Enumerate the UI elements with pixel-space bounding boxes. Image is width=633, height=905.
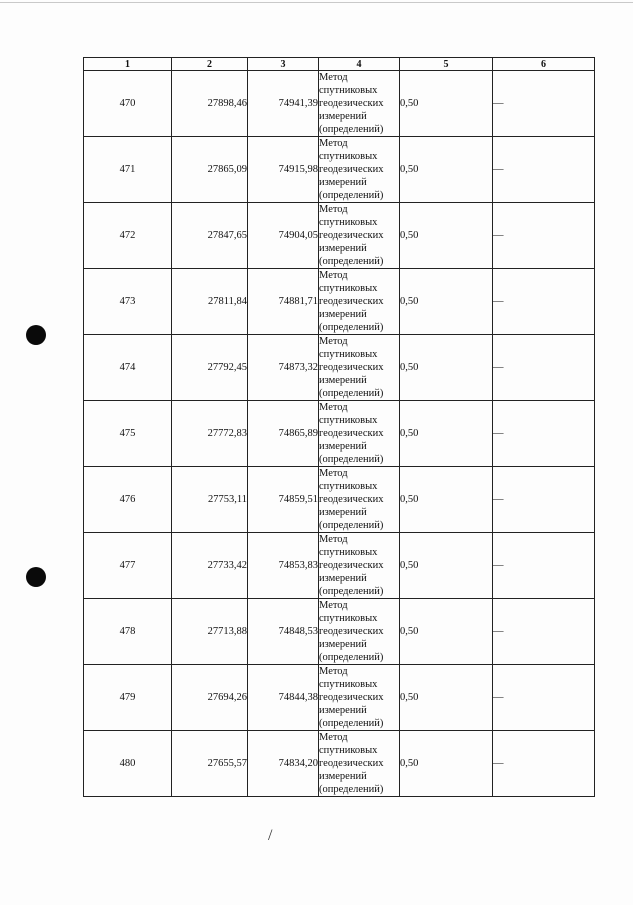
point-number-cell: 472: [84, 203, 172, 269]
table-row: [84, 71, 595, 137]
table-row: [84, 137, 595, 203]
y-coordinate-cell: 74873,32: [248, 335, 319, 401]
method-line: измерений: [319, 111, 367, 122]
method-line: измерений: [319, 177, 367, 188]
header-col-3: 3: [248, 58, 319, 71]
point-number-cell: 475: [84, 401, 172, 467]
point-number-cell: 470: [84, 71, 172, 137]
method-line: Метод: [319, 732, 348, 743]
note-cell: —: [493, 71, 595, 137]
accuracy-cell: 0,50: [400, 665, 493, 731]
method-line: (определений): [319, 718, 384, 729]
accuracy-cell: 0,50: [400, 335, 493, 401]
accuracy-cell: 0,50: [400, 401, 493, 467]
method-line: измерений: [319, 573, 367, 584]
method-line: спутниковых: [319, 283, 378, 294]
method-line: геодезических: [319, 494, 384, 505]
method-line: (определений): [319, 256, 384, 267]
point-number-cell: 478: [84, 599, 172, 665]
punch-hole-upper: [26, 325, 46, 345]
y-coordinate-cell: 74853,83: [248, 533, 319, 599]
note-cell: —: [493, 665, 595, 731]
method-cell: [319, 533, 400, 599]
method-line: спутниковых: [319, 613, 378, 624]
note-cell: —: [493, 731, 595, 797]
accuracy-cell: 0,50: [400, 731, 493, 797]
point-number-cell: 479: [84, 665, 172, 731]
method-line: геодезических: [319, 626, 384, 637]
method-cell: [319, 71, 400, 137]
method-line: (определений): [319, 190, 384, 201]
method-cell: [319, 137, 400, 203]
table-row: [84, 533, 595, 599]
method-line: измерений: [319, 309, 367, 320]
method-line: геодезических: [319, 758, 384, 769]
method-cell: [319, 665, 400, 731]
method-line: измерений: [319, 243, 367, 254]
note-cell: —: [493, 467, 595, 533]
method-cell: [319, 335, 400, 401]
point-number-cell: 476: [84, 467, 172, 533]
x-coordinate-cell: 27733,42: [172, 533, 248, 599]
y-coordinate-cell: 74915,98: [248, 137, 319, 203]
method-cell: [319, 731, 400, 797]
method-line: (определений): [319, 520, 384, 531]
table-row: [84, 731, 595, 797]
coordinates-table: [83, 57, 595, 797]
method-line: измерений: [319, 771, 367, 782]
note-cell: —: [493, 599, 595, 665]
method-line: (определений): [319, 454, 384, 465]
method-line: Метод: [319, 72, 348, 83]
note-cell: —: [493, 335, 595, 401]
x-coordinate-cell: 27792,45: [172, 335, 248, 401]
method-line: спутниковых: [319, 481, 378, 492]
header-col-1: 1: [84, 58, 172, 71]
method-cell: [319, 599, 400, 665]
header-col-5: 5: [400, 58, 493, 71]
method-line: Метод: [319, 468, 348, 479]
y-coordinate-cell: 74834,20: [248, 731, 319, 797]
method-line: (определений): [319, 784, 384, 795]
accuracy-cell: 0,50: [400, 599, 493, 665]
point-number-cell: 477: [84, 533, 172, 599]
table-header-row: [84, 58, 595, 71]
method-line: измерений: [319, 441, 367, 452]
page-mark: /: [268, 827, 273, 844]
method-line: спутниковых: [319, 679, 378, 690]
method-line: геодезических: [319, 296, 384, 307]
y-coordinate-cell: 74859,51: [248, 467, 319, 533]
method-line: (определений): [319, 388, 384, 399]
note-cell: —: [493, 401, 595, 467]
method-line: Метод: [319, 534, 348, 545]
note-cell: —: [493, 269, 595, 335]
accuracy-cell: 0,50: [400, 533, 493, 599]
note-cell: —: [493, 533, 595, 599]
x-coordinate-cell: 27772,83: [172, 401, 248, 467]
y-coordinate-cell: 74848,53: [248, 599, 319, 665]
accuracy-cell: 0,50: [400, 467, 493, 533]
table-body: [84, 71, 595, 797]
method-line: Метод: [319, 666, 348, 677]
method-line: Метод: [319, 138, 348, 149]
method-line: измерений: [319, 705, 367, 716]
y-coordinate-cell: 74904,05: [248, 203, 319, 269]
table-row: [84, 203, 595, 269]
method-cell: [319, 269, 400, 335]
method-cell: [319, 203, 400, 269]
accuracy-cell: 0,50: [400, 71, 493, 137]
method-cell: [319, 401, 400, 467]
y-coordinate-cell: 74941,39: [248, 71, 319, 137]
x-coordinate-cell: 27655,57: [172, 731, 248, 797]
method-line: Метод: [319, 270, 348, 281]
method-line: спутниковых: [319, 217, 378, 228]
method-cell: [319, 467, 400, 533]
method-line: Метод: [319, 402, 348, 413]
method-line: (определений): [319, 586, 384, 597]
y-coordinate-cell: 74881,71: [248, 269, 319, 335]
header-col-6: 6: [493, 58, 595, 71]
method-line: спутниковых: [319, 349, 378, 360]
point-number-cell: 480: [84, 731, 172, 797]
y-coordinate-cell: 74844,38: [248, 665, 319, 731]
method-line: измерений: [319, 375, 367, 386]
x-coordinate-cell: 27865,09: [172, 137, 248, 203]
method-line: спутниковых: [319, 745, 378, 756]
method-line: спутниковых: [319, 415, 378, 426]
x-coordinate-cell: 27694,26: [172, 665, 248, 731]
method-line: спутниковых: [319, 547, 378, 558]
point-number-cell: 473: [84, 269, 172, 335]
x-coordinate-cell: 27898,46: [172, 71, 248, 137]
method-line: геодезических: [319, 164, 384, 175]
point-number-cell: 471: [84, 137, 172, 203]
y-coordinate-cell: 74865,89: [248, 401, 319, 467]
method-line: спутниковых: [319, 151, 378, 162]
method-line: (определений): [319, 652, 384, 663]
method-line: измерений: [319, 639, 367, 650]
method-line: (определений): [319, 124, 384, 135]
page-top-edge: [0, 2, 633, 3]
method-line: геодезических: [319, 230, 384, 241]
table-row: [84, 269, 595, 335]
table-row: [84, 401, 595, 467]
note-cell: —: [493, 203, 595, 269]
table-row: [84, 665, 595, 731]
method-line: (определений): [319, 322, 384, 333]
method-line: измерений: [319, 507, 367, 518]
method-line: Метод: [319, 600, 348, 611]
note-cell: —: [493, 137, 595, 203]
header-col-2: 2: [172, 58, 248, 71]
punch-hole-lower: [26, 567, 46, 587]
method-line: геодезических: [319, 362, 384, 373]
method-line: спутниковых: [319, 85, 378, 96]
x-coordinate-cell: 27753,11: [172, 467, 248, 533]
table-row: [84, 599, 595, 665]
header-col-4: 4: [319, 58, 400, 71]
point-number-cell: 474: [84, 335, 172, 401]
method-line: геодезических: [319, 98, 384, 109]
x-coordinate-cell: 27847,65: [172, 203, 248, 269]
method-line: геодезических: [319, 428, 384, 439]
table-row: [84, 335, 595, 401]
method-line: геодезических: [319, 560, 384, 571]
table-row: [84, 467, 595, 533]
x-coordinate-cell: 27713,88: [172, 599, 248, 665]
method-line: геодезических: [319, 692, 384, 703]
x-coordinate-cell: 27811,84: [172, 269, 248, 335]
accuracy-cell: 0,50: [400, 137, 493, 203]
accuracy-cell: 0,50: [400, 269, 493, 335]
method-line: Метод: [319, 204, 348, 215]
accuracy-cell: 0,50: [400, 203, 493, 269]
method-line: Метод: [319, 336, 348, 347]
